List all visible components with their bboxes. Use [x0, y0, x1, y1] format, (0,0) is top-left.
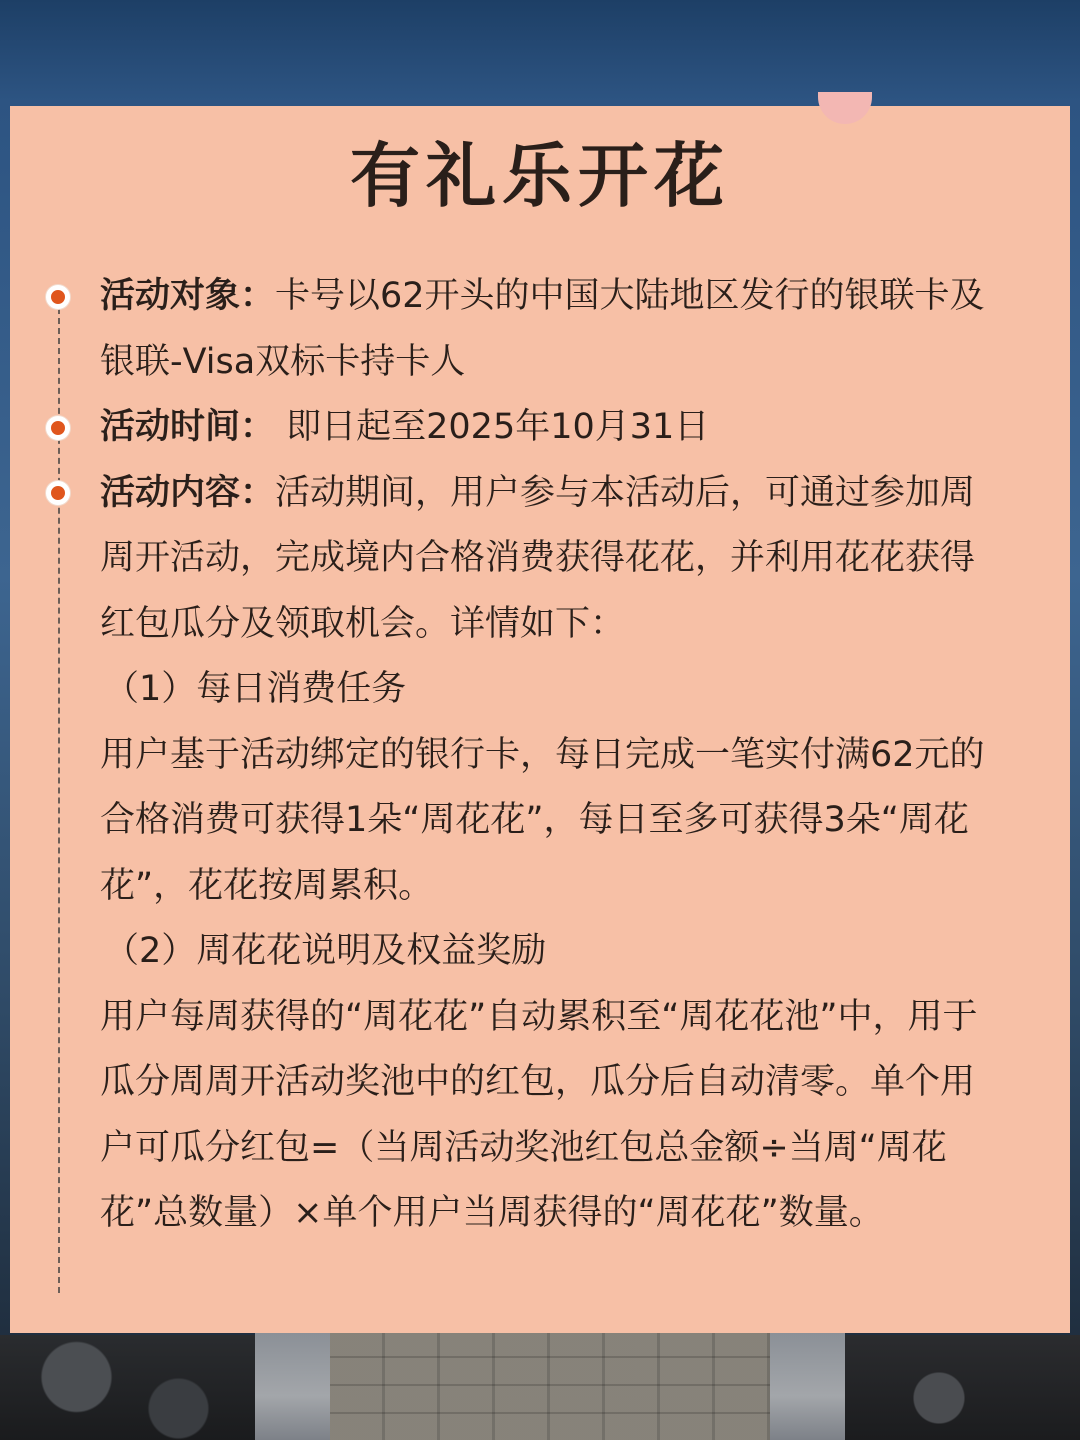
item-audience — [100, 264, 1000, 395]
item-period — [100, 395, 1000, 461]
item-label: 活动内容： — [100, 472, 276, 513]
section-heading: （1）每日消费任务 — [104, 669, 407, 709]
section-body: 用户基于活动绑定的银行卡，每日完成一笔实付满62元的合格消费可获得1朵“周花花”，每日至多可获得3朵“周花花”，花花按周累积。 — [100, 734, 985, 906]
bullet-dot-icon — [46, 416, 70, 440]
item-label: 活动对象： — [100, 276, 276, 316]
item-text: 活动期间，用户参与本活动后，可通过参加周周开活动，完成境内合格消费获得花花，并利用花花获得红包瓜分及领取机会。详情如下： — [100, 472, 976, 644]
item-text: 即日起至2025年10月31日 — [275, 407, 710, 447]
timeline-line — [58, 298, 60, 1293]
section-heading: （2）周花花说明及权益奖励 — [104, 931, 547, 971]
background-rocks-left — [0, 1335, 255, 1440]
item-label: 活动时间： — [100, 407, 276, 447]
background-rocks-right — [845, 1335, 1080, 1440]
page-title: 有礼乐开花 — [350, 135, 730, 217]
content-body — [100, 264, 1000, 1247]
item-text: 卡号以62开头的中国大陆地区发行的银联卡及银联-Visa双标卡持卡人 — [100, 276, 985, 382]
background-stone-path — [330, 1330, 770, 1440]
bullet-dot-icon — [46, 481, 70, 505]
bullet-dot-icon — [46, 285, 70, 309]
item-content — [100, 461, 1000, 658]
section-body: 用户每周获得的“周花花”自动累积至“周花花池”中，用于瓜分周周开活动奖池中的红包，瓜分后自动清零。单个用户可瓜分红包=（当周活动奖池红包总金额÷当周“周花花”总数量）×单个用户当周获得的“周花花”数量。 — [100, 996, 978, 1233]
